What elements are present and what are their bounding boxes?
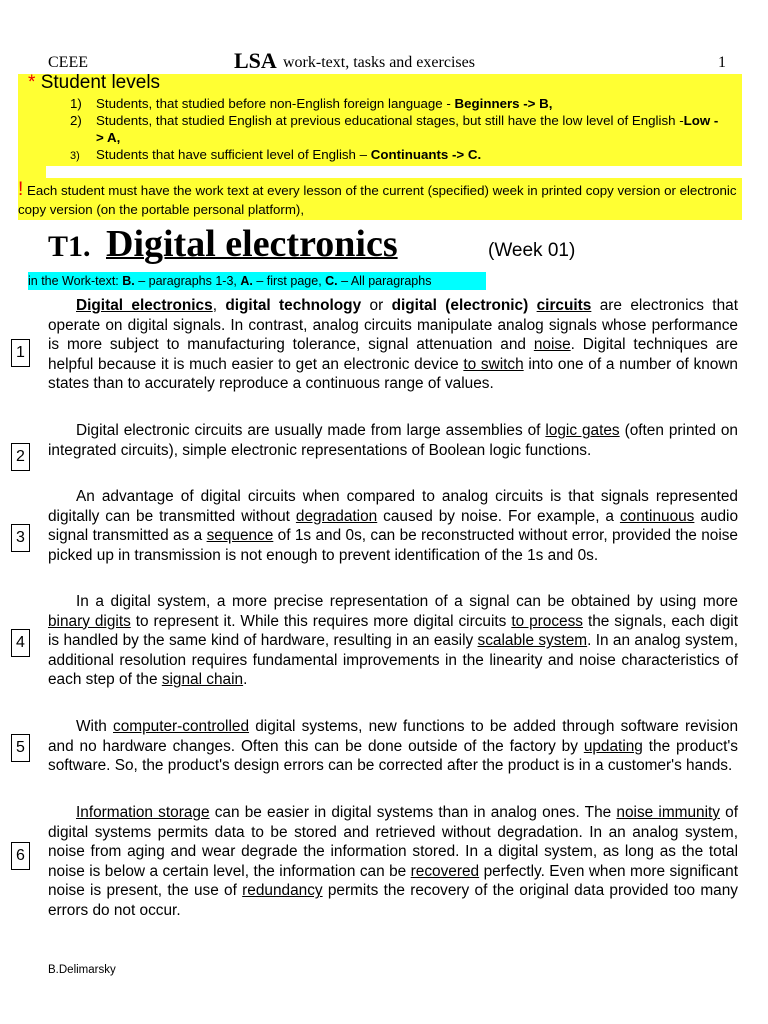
paragraph-text: An advantage of digital circuits when compared to analog circuits is that signals represented digitally can be transmitted without xyxy=(48,488,738,525)
level-number: 1) xyxy=(70,96,82,111)
term: Digital electronics xyxy=(76,297,213,314)
term: to process xyxy=(511,612,583,630)
term: computer-controlled xyxy=(113,718,250,735)
paragraph-number-1: 1 xyxy=(11,339,30,367)
level-number: 3) xyxy=(70,150,80,162)
worktext-c-label: C. xyxy=(325,274,338,288)
paragraph-text: are electronics that operate on digital signals. In contrast, analog circuits manipulate analog signals whose performance is more subject to manufacturing tolerance, signal attenuation and xyxy=(48,297,738,354)
student-levels-title xyxy=(28,72,160,94)
paragraph-text: digital systems, new functions to be added through software revision and no hardware changes. Often this can be done outside of the factory by xyxy=(48,718,739,755)
term: noise immunity xyxy=(616,804,720,821)
term: digital technology xyxy=(225,297,362,314)
notice-body: Each student must have the work text at every lesson of the current (specified) week in printed copy version or electronic copy version (on the portable personal platform), xyxy=(18,183,737,217)
paragraph-text: audio signal transmitted as a xyxy=(48,507,738,545)
paragraph-text: or xyxy=(361,297,392,314)
paragraph-text: of 1s and 0s, can be reconstructed without error, provided the noise picked up in transmission is not enough to prevent identification of the 1s and 0s. xyxy=(48,527,738,564)
worktext-prefix: in the Work-text: xyxy=(28,274,123,288)
worktext-c-text: – All paragraphs xyxy=(337,274,432,288)
term: updating xyxy=(583,737,643,755)
paragraph-5 xyxy=(48,717,738,776)
term: signal chain xyxy=(161,671,244,689)
term: noise xyxy=(533,336,571,354)
paragraph-text: into one of a number of known states than to accurately reproduce a continuous range of values. xyxy=(48,355,738,393)
level-code: -> C. xyxy=(448,147,482,162)
term: digital (electronic) xyxy=(391,297,537,314)
worktext-a-text: – first page, xyxy=(252,274,326,288)
notice-text xyxy=(18,180,740,219)
paragraph-2 xyxy=(48,421,738,460)
student-levels-list xyxy=(70,95,720,163)
paragraph-text: . In an analog system, additional resolution requires fundamental improvements in the linearity and noise characteristics of each step of the xyxy=(48,632,738,689)
paragraph-text: (often printed on integrated circuits), simple electronic representations of Boolean logic functions. xyxy=(48,422,738,459)
term: circuits xyxy=(536,297,592,314)
paragraph-text: . xyxy=(243,671,248,689)
paragraph-text: can be easier in digital systems than in analog ones. The xyxy=(209,804,617,821)
term: Information storage xyxy=(76,804,210,821)
level-code: -> A, xyxy=(96,113,719,145)
paragraph-text: With xyxy=(76,718,113,735)
paragraph-number-6: 6 xyxy=(11,842,30,870)
exclamation-icon: ! xyxy=(18,179,24,200)
paragraph-number-4: 4 xyxy=(11,629,30,657)
paragraph-text: the product's software. So, the product's design errors can be corrected after the product is in a customer's hands. xyxy=(48,737,738,775)
worktext-b-text: – paragraphs 1-3, xyxy=(134,274,241,288)
paragraph-text: , xyxy=(212,297,226,314)
level-label: Low xyxy=(683,113,711,128)
week-label: (Week 01) xyxy=(488,240,576,261)
term: recovered xyxy=(410,862,480,880)
level-label: Continuants xyxy=(370,147,449,162)
paragraph-text: the signals, each digit is handled by the same kind of hardware, resulting in an easily xyxy=(48,612,738,650)
term: redundancy xyxy=(242,882,323,900)
level-text: Students, that studied before non-English foreign language - xyxy=(96,96,455,111)
footer-author: B.Delimarsky xyxy=(48,964,116,976)
paragraph-text: of digital systems permits data to be stored and retrieved without degradation. In an analog system, noise from aging and wear degrade the information stored. In a digital system, as long as the total noise is below a certain level, the information can be xyxy=(48,804,738,880)
level-text: Students that have sufficient level of English – xyxy=(96,147,371,162)
level-number: 2) xyxy=(70,113,82,128)
asterisk-marker: * xyxy=(28,72,36,93)
paragraph-text: permits the recovery of the original data provided too many errors do not occur. xyxy=(48,882,738,919)
paragraph-4 xyxy=(48,592,738,690)
level-item-2 xyxy=(70,112,720,146)
term: logic gates xyxy=(545,422,620,439)
paragraph-text: to represent it. While this requires more digital circuits xyxy=(130,612,512,630)
level-label: Beginners xyxy=(454,96,520,111)
paragraph-6 xyxy=(48,803,738,921)
header-left: CEEE xyxy=(48,54,88,71)
header-subtitle: work-text, tasks and exercises xyxy=(283,54,475,71)
level-code: -> B, xyxy=(519,96,553,111)
term: sequence xyxy=(206,527,274,545)
levels-title-text: Student levels xyxy=(40,72,161,93)
paragraph-number-2: 2 xyxy=(11,443,30,471)
worktext-b-label: B. xyxy=(122,274,135,288)
level-item-3 xyxy=(70,146,720,163)
page-title: Digital electronics xyxy=(106,223,398,265)
paragraph-text: . Digital techniques are helpful because it is much easier to get an electronic device xyxy=(48,336,738,373)
paragraph-text: In a digital system, a more precise representation of a signal can be obtained by using more xyxy=(76,593,738,610)
header-title: LSA xyxy=(234,48,277,73)
paragraph-number-3: 3 xyxy=(11,524,30,552)
topic-number: T1. xyxy=(48,230,91,263)
term: degradation xyxy=(295,507,378,525)
level-text: Students, that studied English at previous educational stages, but still have the low level of English - xyxy=(96,113,684,128)
paragraph-text: Digital electronic circuits are usually made from large assemblies of xyxy=(76,422,546,439)
topic-title-row xyxy=(48,222,728,272)
worktext-a-label: A. xyxy=(240,274,253,288)
term: continuous xyxy=(619,507,695,525)
paragraph-text: caused by noise. For example, a xyxy=(377,507,620,525)
paragraph-text: perfectly. Even when more significant noise is present, the use of xyxy=(48,862,738,900)
term: binary digits xyxy=(48,612,131,630)
term: to switch xyxy=(463,355,524,373)
term: scalable system xyxy=(477,632,588,650)
paragraph-1 xyxy=(48,296,738,394)
page-number: 1 xyxy=(718,54,726,71)
worktext-scope-banner xyxy=(28,272,486,290)
paragraph-number-5: 5 xyxy=(11,734,30,762)
paragraph-3 xyxy=(48,487,738,565)
level-item-1 xyxy=(70,95,720,112)
